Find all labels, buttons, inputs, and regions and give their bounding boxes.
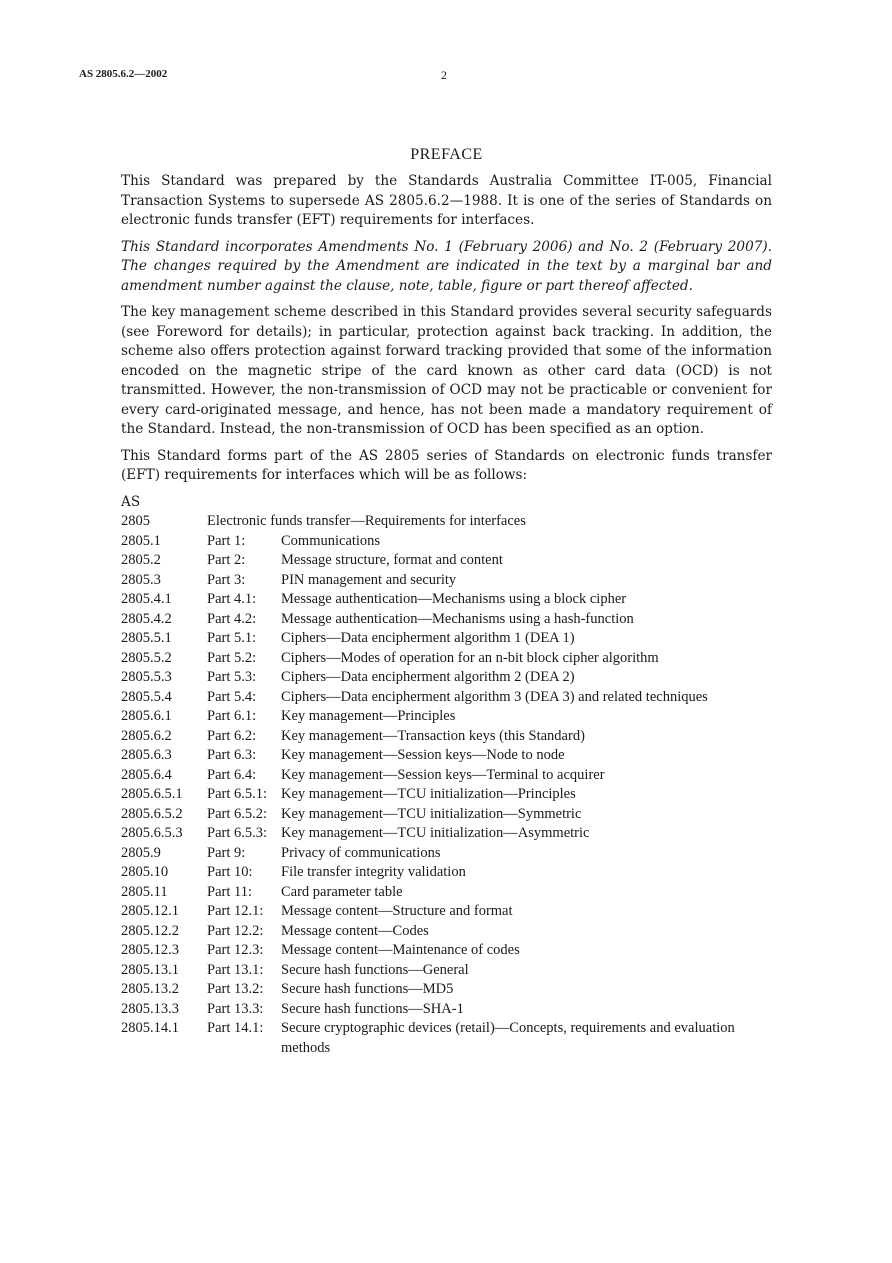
standard-number: 2805.5.2 xyxy=(121,649,172,666)
standards-list-row xyxy=(121,1000,772,1020)
part-title: Ciphers—Data encipherment algorithm 3 (DEA 3) and related techniques xyxy=(281,688,708,705)
part-title: Secure hash functions—SHA-1 xyxy=(281,1000,464,1017)
part-title: Card parameter table xyxy=(281,883,403,900)
standard-number: 2805.4.2 xyxy=(121,610,172,627)
part-label: Part 6.5.2: xyxy=(207,805,268,822)
standard-number: 2805.10 xyxy=(121,864,169,880)
part-label: Part 5.3: xyxy=(207,669,257,685)
standard-number: 2805.11 xyxy=(121,883,168,900)
series-number: 2805 xyxy=(121,513,150,529)
preface-paragraph-committee: This Standard was prepared by the Standards Australia Committee IT-005, Financial Transaction Systems to supersede AS 2805.6.2—1988. It is one of the series of Standards on electronic funds transfer (EFT) requirements for interfaces. xyxy=(121,173,772,228)
standards-list-row xyxy=(121,883,772,903)
standards-list-row xyxy=(121,766,772,786)
part-label: Part 4.1: xyxy=(207,591,257,607)
part-title: Key management—TCU initialization—Symmetric xyxy=(281,805,582,822)
page-number: 2 xyxy=(441,68,447,82)
standards-series-list xyxy=(121,512,772,1058)
standards-list-row xyxy=(121,805,772,825)
part-label: Part 12.2: xyxy=(207,922,264,939)
part-title: Key management—TCU initialization—Asymmetric xyxy=(281,825,590,841)
standard-number: 2805.6.1 xyxy=(121,708,172,724)
preface-paragraph-amendments: This Standard incorporates Amendments No. 1 (February 2006) and No. 2 (February 2007). The changes required by the Amendment are indicated in the text by a marginal bar and amendment number against the clause, note, table, figure or part thereof affected. xyxy=(121,238,772,294)
standard-number: 2805.2 xyxy=(121,552,161,568)
part-title: Secure cryptographic devices (retail)—Concepts, requirements and evaluation methods xyxy=(281,1020,735,1056)
standard-number: 2805.6.5.3 xyxy=(121,825,183,841)
standards-list-row xyxy=(121,941,772,961)
standard-number: 2805.1 xyxy=(121,532,161,549)
part-title: Message content—Structure and format xyxy=(281,903,513,919)
standard-number: 2805.6.2 xyxy=(121,727,172,744)
part-title: Key management—Principles xyxy=(281,708,456,724)
preface-heading: PREFACE xyxy=(410,146,483,163)
standard-number: 2805.12.1 xyxy=(121,903,179,919)
standard-number: 2805.12.2 xyxy=(121,922,179,939)
part-title: Message authentication—Mechanisms using a hash-function xyxy=(281,610,634,627)
part-title: Secure hash functions—MD5 xyxy=(281,981,454,997)
standards-list-row xyxy=(121,902,772,922)
standard-number: 2805.6.5.2 xyxy=(121,805,183,822)
part-label: Part 1: xyxy=(207,532,246,549)
standards-list-row xyxy=(121,980,772,1000)
running-header xyxy=(79,68,809,84)
standards-list-row xyxy=(121,610,772,630)
standards-list-row xyxy=(121,922,772,942)
preface-paragraph-series-intro: This Standard forms part of the AS 2805 series of Standards on electronic funds transfer (EFT) requirements for interfaces which will be as follows: xyxy=(121,447,772,483)
standard-number: 2805.3 xyxy=(121,571,161,588)
part-label: Part 6.3: xyxy=(207,747,257,763)
document-identifier: AS 2805.6.2—2002 xyxy=(79,68,168,80)
part-label: Part 5.4: xyxy=(207,688,257,705)
part-title: PIN management and security xyxy=(281,571,457,588)
part-title: Key management—Transaction keys (this Standard) xyxy=(281,727,585,744)
standards-list-row xyxy=(121,844,772,864)
parts-list xyxy=(121,532,772,1059)
part-label: Part 2: xyxy=(207,552,246,568)
preface-section xyxy=(121,146,772,1058)
part-label: Part 13.1: xyxy=(207,961,264,978)
part-title: Communications xyxy=(281,532,381,549)
series-title: Electronic funds transfer—Requirements for interfaces xyxy=(207,513,526,529)
standards-list-row xyxy=(121,863,772,883)
part-title: Message content—Codes xyxy=(281,922,429,939)
standard-number: 2805.13.2 xyxy=(121,981,179,997)
part-label: Part 12.3: xyxy=(207,942,264,958)
standards-list-row xyxy=(121,532,772,552)
standards-list-row xyxy=(121,668,772,688)
part-title: File transfer integrity validation xyxy=(281,864,466,880)
standards-list-row xyxy=(121,824,772,844)
part-title: Message content—Maintenance of codes xyxy=(281,942,520,958)
standard-number: 2805.5.1 xyxy=(121,630,172,646)
standards-list-row xyxy=(121,590,772,610)
standards-list-row xyxy=(121,707,772,727)
part-label: Part 6.1: xyxy=(207,708,257,724)
standards-list-row xyxy=(121,746,772,766)
standard-number: 2805.6.3 xyxy=(121,747,172,763)
part-title: Message authentication—Mechanisms using a block cipher xyxy=(281,591,627,607)
standard-number: 2805.6.5.1 xyxy=(121,786,183,802)
part-label: Part 9: xyxy=(207,844,246,861)
standards-list-row xyxy=(121,688,772,708)
part-label: Part 4.2: xyxy=(207,610,257,627)
standard-number: 2805.13.1 xyxy=(121,961,179,978)
standard-number: 2805.6.4 xyxy=(121,766,172,783)
standards-list-row xyxy=(121,961,772,981)
part-label: Part 5.2: xyxy=(207,649,257,666)
standard-number: 2805.5.3 xyxy=(121,669,172,685)
part-label: Part 14.1: xyxy=(207,1020,264,1036)
part-title: Privacy of communications xyxy=(281,844,441,861)
part-title: Ciphers—Data encipherment algorithm 1 (DEA 1) xyxy=(281,630,575,646)
standard-number: 2805.14.1 xyxy=(121,1020,179,1036)
part-title: Message structure, format and content xyxy=(281,552,503,568)
standard-number: 2805.5.4 xyxy=(121,688,172,705)
series-list-row xyxy=(121,512,772,532)
standard-number: 2805.13.3 xyxy=(121,1000,179,1017)
part-title: Ciphers—Modes of operation for an n-bit block cipher algorithm xyxy=(281,649,659,666)
part-label: Part 5.1: xyxy=(207,630,257,646)
standard-number: 2805.4.1 xyxy=(121,591,172,607)
series-list-label: AS xyxy=(121,493,141,510)
part-title: Key management—TCU initialization—Principles xyxy=(281,786,576,802)
part-label: Part 6.5.1: xyxy=(207,786,268,802)
part-title: Key management—Session keys—Terminal to acquirer xyxy=(281,766,605,783)
standards-list-row xyxy=(121,629,772,649)
part-label: Part 10: xyxy=(207,864,253,880)
standards-list-row xyxy=(121,1019,772,1058)
standards-list-row xyxy=(121,649,772,669)
part-label: Part 13.2: xyxy=(207,981,264,997)
part-label: Part 11: xyxy=(207,883,252,900)
part-label: Part 6.5.3: xyxy=(207,825,268,841)
standards-list-row xyxy=(121,785,772,805)
preface-paragraph-key-management: The key management scheme described in this Standard provides several security safeguards (see Foreword for details); in particular, protection against back tracking. In addition, the scheme also offers protection against forward tracking provided that some of the information encoded on the magnetic stripe of the card known as other card data (OCD) is not transmitted. However, the non-transmission of OCD may not be practicable or convenient for every card-originated message, and hence, has not been made a mandatory requirement of the Standard. Instead, the non-transmission of OCD has been specified as an option. xyxy=(121,304,772,437)
part-label: Part 6.4: xyxy=(207,766,257,783)
part-label: Part 3: xyxy=(207,571,246,588)
standards-list-row xyxy=(121,727,772,747)
part-title: Secure hash functions—General xyxy=(281,961,469,978)
part-title: Key management—Session keys—Node to node xyxy=(281,747,565,763)
standard-number: 2805.9 xyxy=(121,844,161,861)
part-title: Ciphers—Data encipherment algorithm 2 (DEA 2) xyxy=(281,669,575,685)
standard-number: 2805.12.3 xyxy=(121,942,179,958)
standards-list-row xyxy=(121,551,772,571)
part-label: Part 6.2: xyxy=(207,727,257,744)
part-label: Part 13.3: xyxy=(207,1000,264,1017)
part-label: Part 12.1: xyxy=(207,903,264,919)
standards-list-row xyxy=(121,571,772,591)
